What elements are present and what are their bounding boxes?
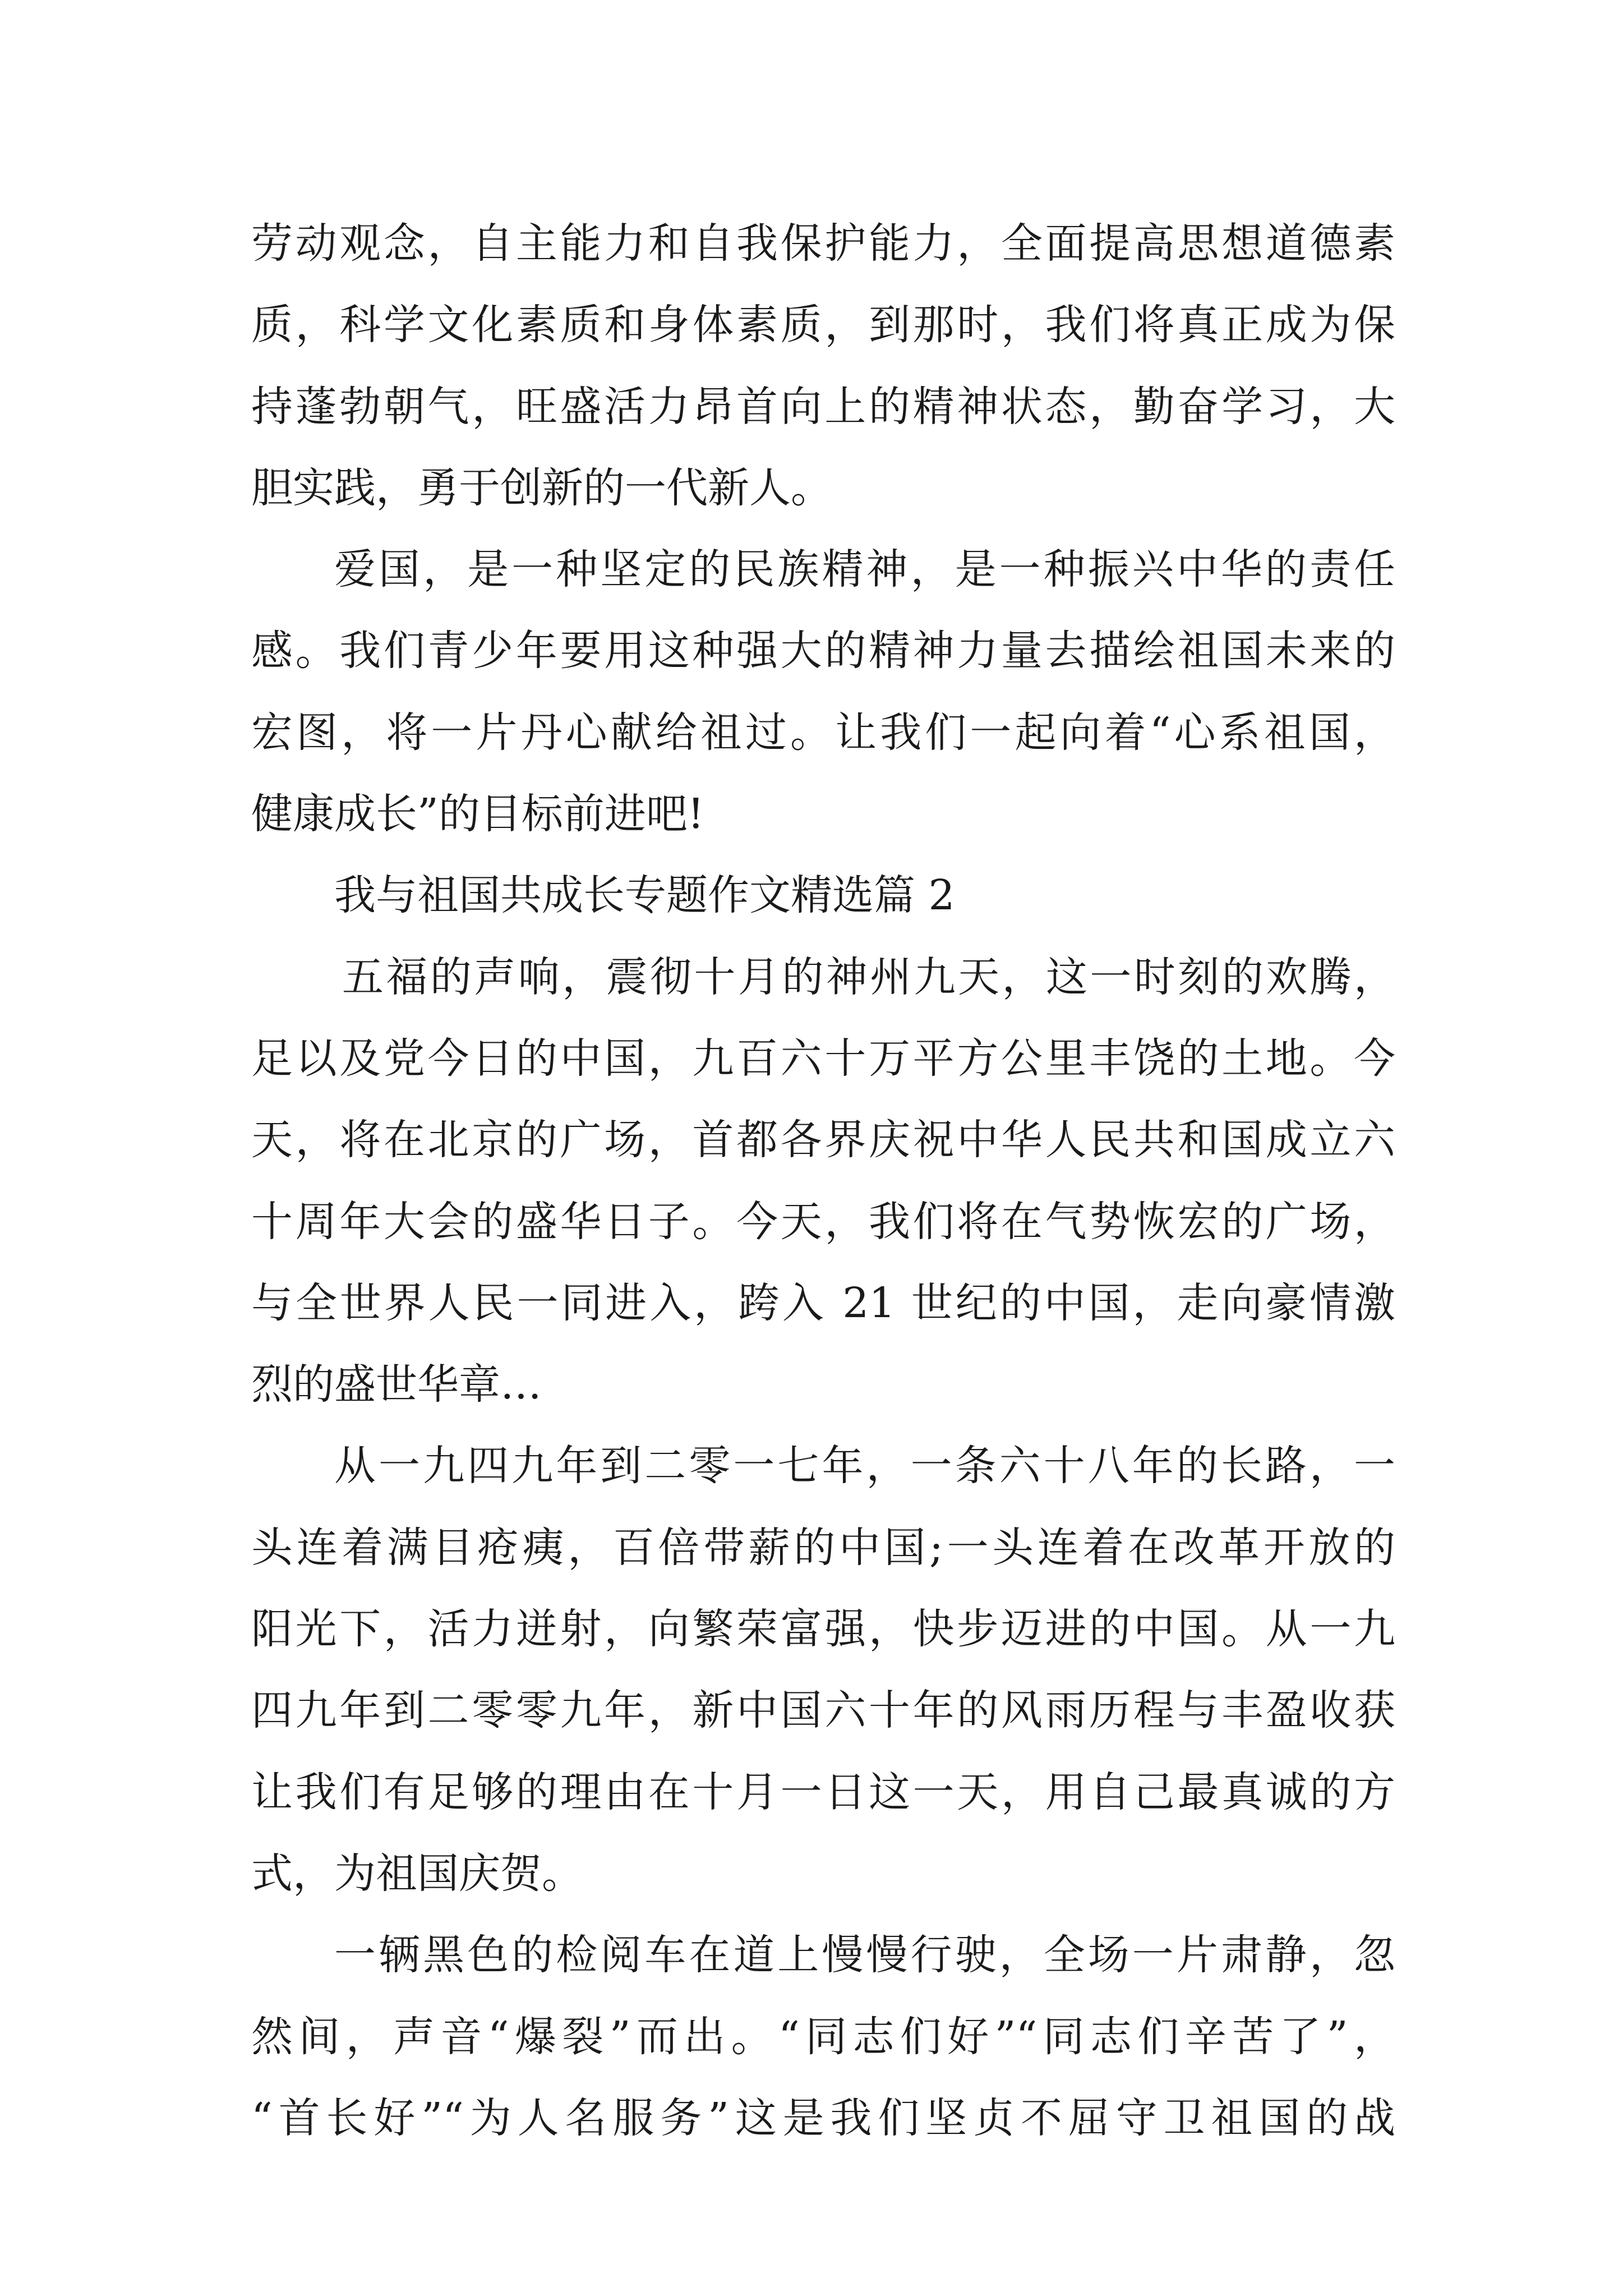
paragraph-1 — [251, 203, 1395, 529]
paragraph-line: 一辆黑色的检阅车在道上慢慢行驶，全场一片肃静，忽 — [334, 1931, 1395, 1980]
paragraph-line: 质，科学文化素质和身体素质，到那时，我们将真正成为保 — [251, 301, 1395, 349]
paragraph-3 — [251, 937, 1395, 1426]
paragraph-5 — [251, 1915, 1395, 2159]
paragraph-4 — [251, 1425, 1395, 1915]
paragraph-line: 从一九四九年到二零一七年，一条六十八年的长路，一 — [334, 1442, 1395, 1490]
paragraph-line: 然间，声音“爆裂”而出。“同志们好”“同志们辛苦了”， — [251, 2012, 1395, 2061]
document-body — [251, 203, 1395, 2159]
section-title: 我与祖国共成长专题作文精选篇 2 — [334, 871, 955, 920]
paragraph-line: 劳动观念，自主能力和自我保护能力，全面提高思想道德素 — [251, 219, 1395, 268]
paragraph-line: 让我们有足够的理由在十月一日这一天，用自己最真诚的方 — [251, 1768, 1395, 1816]
paragraph-line: 宏图，将一片丹心献给祖过。让我们一起向着“心系祖国， — [251, 708, 1395, 757]
paragraph-line: 头连着满目疮痍，百倍带薪的中国;一头连着在改革开放的 — [251, 1523, 1395, 1572]
paragraph-line: 式，为祖国庆贺。 — [251, 1849, 583, 1898]
paragraph-line: 烈的盛世华章… — [251, 1360, 542, 1409]
paragraph-line: 与全世界人民一同进入，跨入 21 世纪的中国，走向豪情激 — [251, 1278, 1395, 1327]
paragraph-line: 阳光下，活力迸射，向繁荣富强，快步迈进的中国。从一九 — [251, 1605, 1395, 1654]
paragraph-line: 足以及党今日的中国，九百六十万平方公里丰饶的土地。今 — [251, 1034, 1395, 1083]
paragraph-line: 天，将在北京的广场，首都各界庆祝中华人民共和国成立六 — [251, 1116, 1395, 1165]
paragraph-line: 四九年到二零零九年，新中国六十年的风雨历程与丰盈收获 — [251, 1686, 1395, 1735]
paragraph-line: 五福的声响，震彻十月的神州九天，这一时刻的欢腾， — [342, 953, 1395, 1001]
paragraph-line: “首长好”“为人名服务”这是我们坚贞不屈守卫祖国的战 — [251, 2093, 1395, 2142]
paragraph-line: 十周年大会的盛华日子。今天，我们将在气势恢宏的广场， — [251, 1197, 1395, 1246]
section-heading — [251, 855, 1395, 936]
paragraph-line: 健康成长”的目标前进吧! — [251, 790, 704, 839]
paragraph-2 — [251, 529, 1395, 855]
paragraph-line: 爱国，是一种坚定的民族精神，是一种振兴中华的责任 — [334, 545, 1395, 594]
paragraph-line: 感。我们青少年要用这种强大的精神力量去描绘祖国未来的 — [251, 627, 1395, 675]
paragraph-line: 胆实践，勇于创新的一代新人。 — [251, 463, 832, 512]
paragraph-line: 持蓬勃朝气，旺盛活力昂首向上的精神状态，勤奋学习，大 — [251, 382, 1395, 431]
